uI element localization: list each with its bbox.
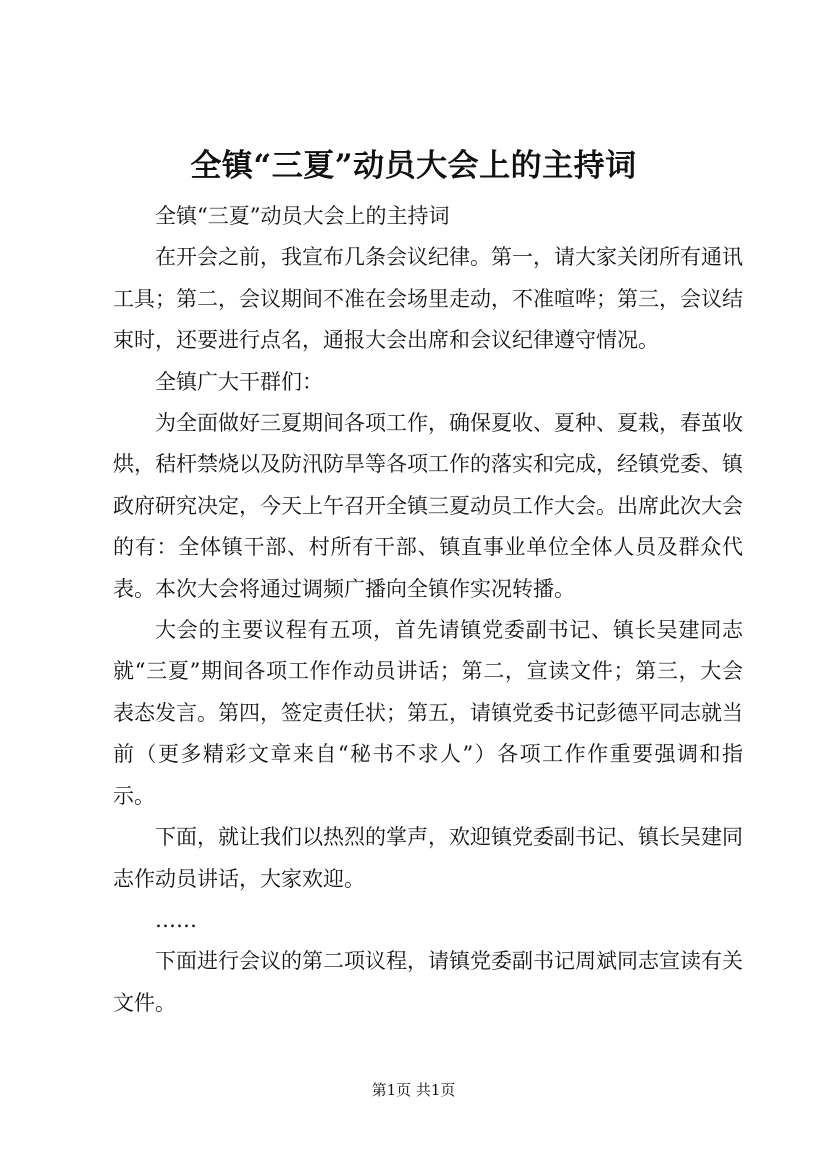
document-title: 全镇“三夏”动员大会上的主持词	[190, 148, 637, 184]
paragraph-meeting-rules: 在开会之前，我宣布几条会议纪律。第一，请大家关闭所有通讯工具；第二，会议期间不准在会场里走动，不准喧哗；第三，会议结束时，还要进行点名，通报大会出席和会议纪律遵守情况。	[113, 245, 743, 353]
paragraph-second-agenda-item: 下面进行会议的第二项议程，请镇党委副书记周斌同志宣读有关文件。	[113, 949, 743, 1015]
paragraph-salutation: 全镇广大干群们：	[155, 369, 323, 394]
paragraph-subtitle: 全镇“三夏”动员大会上的主持词	[155, 204, 450, 228]
paragraph-welcome-speaker: 下面，就让我们以热烈的掌声，欢迎镇党委副书记、镇长吴建同志作动员讲话，大家欢迎。	[113, 825, 743, 891]
paragraph-agenda: 大会的主要议程有五项，首先请镇党委副书记、镇长吴建同志就“三夏”期间各项工作作动员讲话；第二，宣读文件；第三，大会表态发言。第四，签定责任状；第五，请镇党委书记彭德平同志就当前（更多精彩文章来自“秘书不求人”）各项工作作重要强调和指示。	[113, 618, 743, 808]
paragraph-meeting-purpose: 为全面做好三夏期间各项工作，确保夏收、夏种、夏栽，春茧收烘，秸杆禁烧以及防汛防旱等各项工作的落实和完成，经镇党委、镇政府研究决定，今天上午召开全镇三夏动员工作大会。出席此次大会的有：全体镇干部、村所有干部、镇直事业单位全体人员及群众代表。本次大会将通过调频广播向全镇作实况转播。	[113, 411, 743, 601]
paragraph-ellipsis: ……	[155, 907, 197, 932]
document-body	[113, 196, 743, 1024]
page-footer: 第1页 共1页	[371, 1081, 456, 1099]
